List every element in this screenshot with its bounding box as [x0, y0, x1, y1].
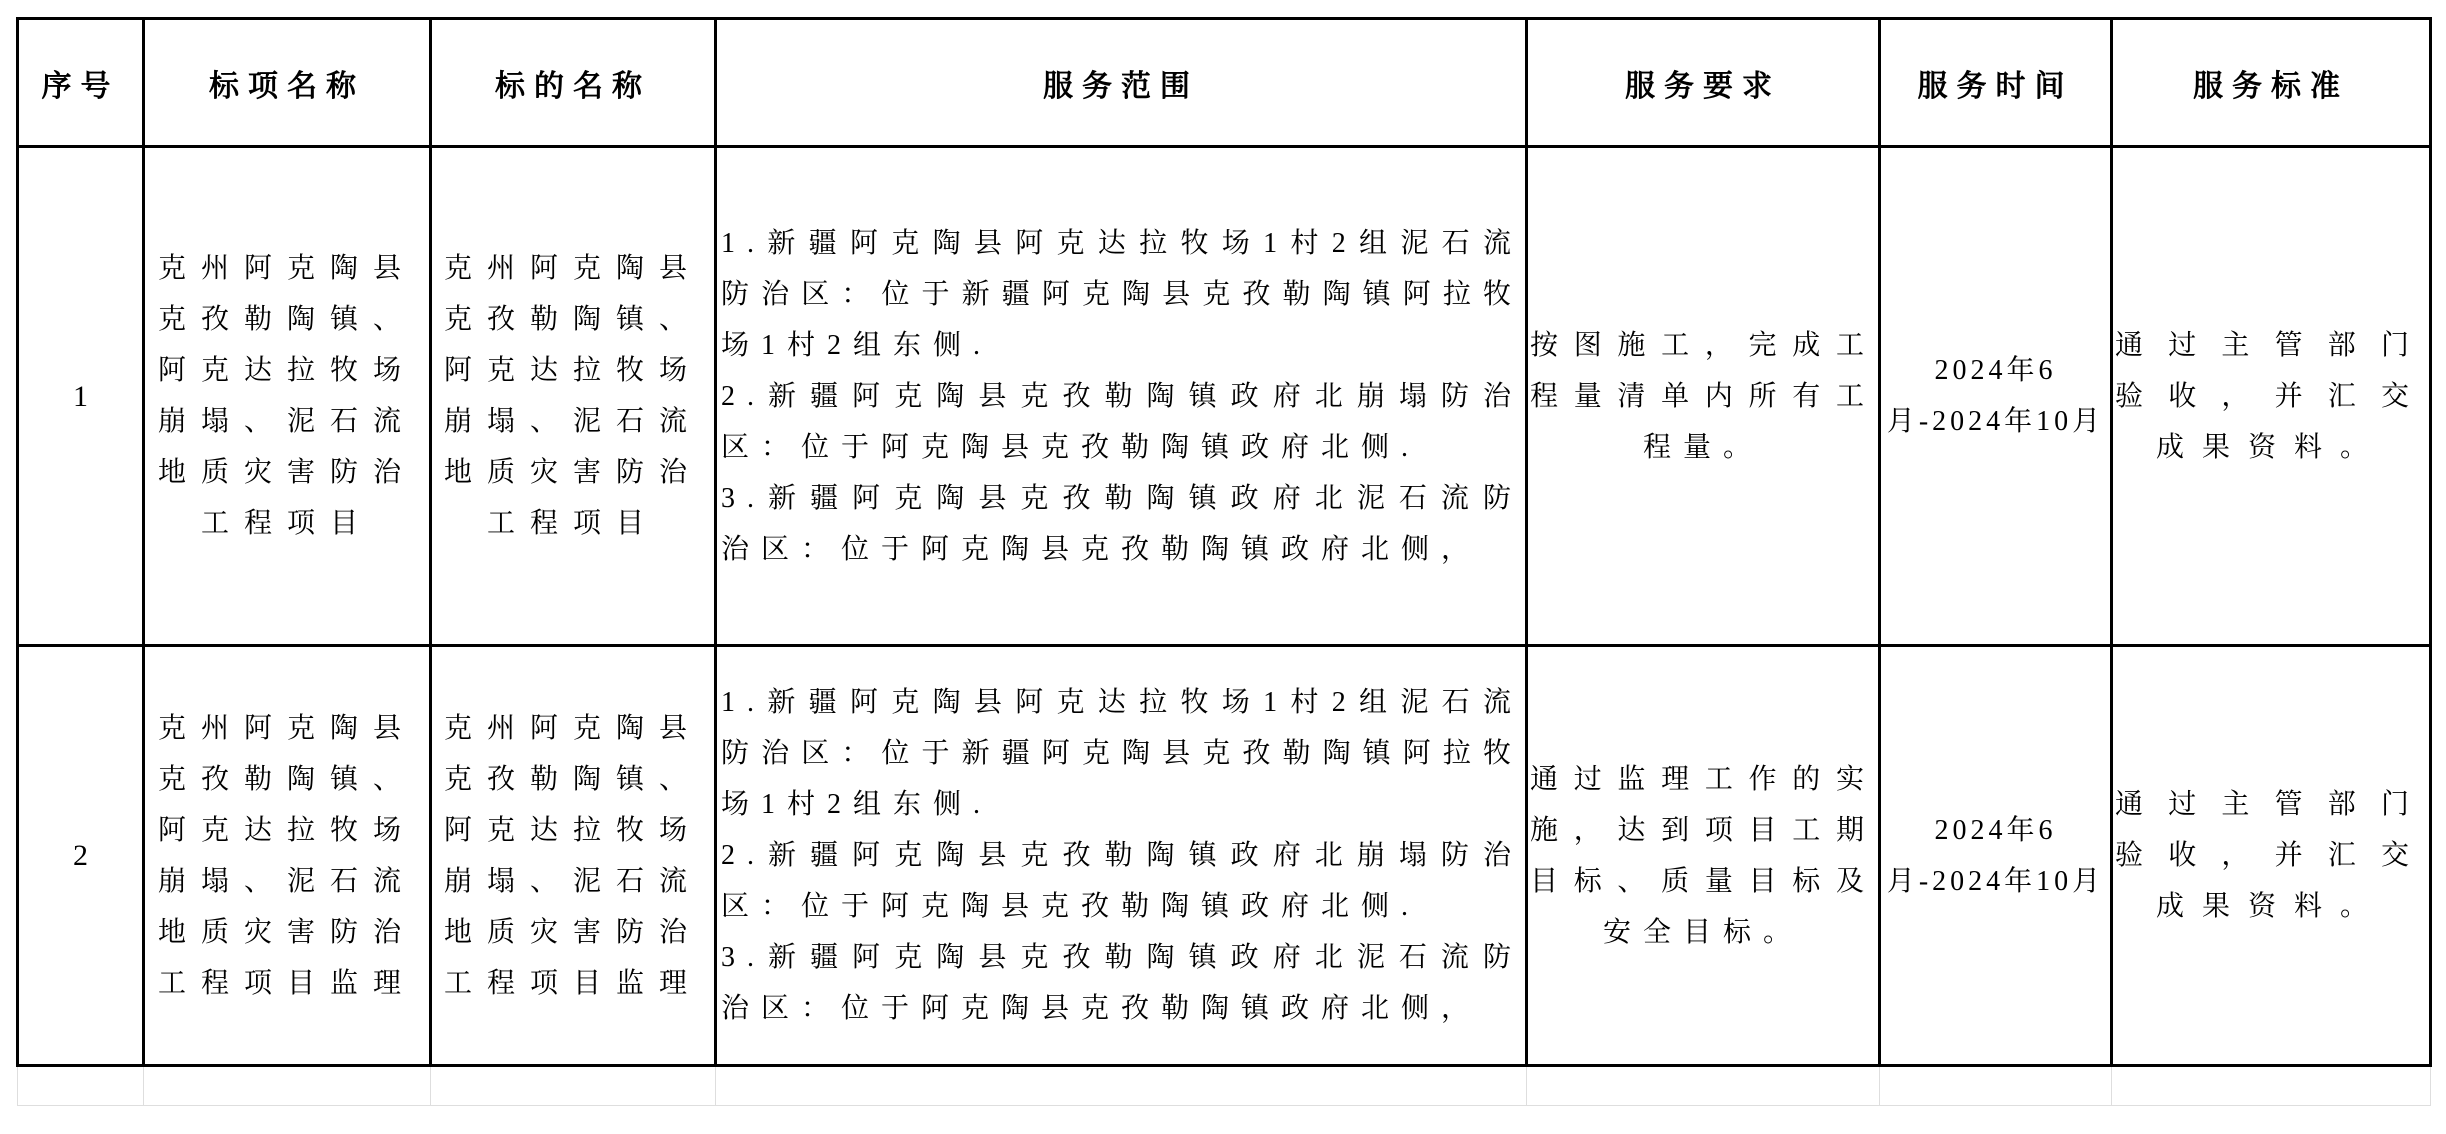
empty-grid-cell — [144, 1066, 431, 1106]
header-cell-item-name: 标项名称 — [144, 19, 431, 147]
cell-service-scope — [716, 646, 1527, 1066]
cell-service-standard: 通过主管部门验收，并汇交成果资料。 — [2112, 646, 2431, 1066]
empty-grid-cell — [716, 1066, 1527, 1106]
header-cell-service-requirement: 服务要求 — [1527, 19, 1880, 147]
cell-service-requirement: 通过监理工作的实施，达到项目工期目标、质量目标及安全目标。 — [1527, 646, 1880, 1066]
cell-service-time: 2024年6月-2024年10月 — [1880, 646, 2112, 1066]
header-cell-subject-name: 标的名称 — [431, 19, 716, 147]
scope-item-1: 1.新疆阿克陶县阿克达拉牧场1村2组泥石流防治区：位于新疆阿克陶县克孜勒陶镇阿拉牧场1村2组东侧. — [721, 227, 1523, 361]
empty-grid-cell — [18, 1066, 144, 1106]
service-info-table — [16, 17, 2432, 1106]
cell-seq: 2 — [18, 646, 144, 1066]
table-row-1 — [18, 147, 2431, 646]
header-cell-service-standard: 服务标准 — [2112, 19, 2431, 147]
cell-item-name: 克州阿克陶县克孜勒陶镇、阿克达拉牧场崩塌、泥石流地质灾害防治工程项目监理 — [144, 646, 431, 1066]
empty-grid-cell — [2112, 1066, 2431, 1106]
cell-subject-name: 克州阿克陶县克孜勒陶镇、阿克达拉牧场崩塌、泥石流地质灾害防治工程项目监理 — [431, 646, 716, 1066]
header-cell-service-time: 服务时间 — [1880, 19, 2112, 147]
cell-item-name: 克州阿克陶县克孜勒陶镇、阿克达拉牧场崩塌、泥石流地质灾害防治工程项目 — [144, 147, 431, 646]
cell-service-time: 2024年6月-2024年10月 — [1880, 147, 2112, 646]
scope-item-3: 3.新疆阿克陶县克孜勒陶镇政府北泥石流防治区：位于阿克陶县克孜勒陶镇政府北侧， — [721, 942, 1523, 1024]
scope-item-3: 3.新疆阿克陶县克孜勒陶镇政府北泥石流防治区：位于阿克陶县克孜勒陶镇政府北侧， — [721, 482, 1523, 565]
header-cell-service-scope: 服务范围 — [716, 19, 1527, 147]
cell-service-scope — [716, 147, 1527, 646]
cell-subject-name: 克州阿克陶县克孜勒陶镇、阿克达拉牧场崩塌、泥石流地质灾害防治工程项目 — [431, 147, 716, 646]
empty-grid-cell — [1880, 1066, 2112, 1106]
header-cell-seq: 序号 — [18, 19, 144, 147]
cell-service-requirement: 按图施工，完成工程量清单内所有工程量。 — [1527, 147, 1880, 646]
table-row-2 — [18, 646, 2431, 1066]
scope-item-1: 1.新疆阿克陶县阿克达拉牧场1村2组泥石流防治区：位于新疆阿克陶县克孜勒陶镇阿拉牧场1村2组东侧. — [721, 687, 1523, 820]
empty-grid-row — [18, 1066, 2431, 1106]
empty-grid-cell — [431, 1066, 716, 1106]
header-row — [18, 19, 2431, 147]
scope-item-2: 2.新疆阿克陶县克孜勒陶镇政府北崩塌防治区：位于阿克陶县克孜勒陶镇政府北侧. — [721, 380, 1523, 463]
cell-service-standard: 通过主管部门验收，并汇交成果资料。 — [2112, 147, 2431, 646]
cell-seq: 1 — [18, 147, 144, 646]
empty-grid-cell — [1527, 1066, 1880, 1106]
scope-item-2: 2.新疆阿克陶县克孜勒陶镇政府北崩塌防治区：位于阿克陶县克孜勒陶镇政府北侧. — [721, 840, 1523, 922]
